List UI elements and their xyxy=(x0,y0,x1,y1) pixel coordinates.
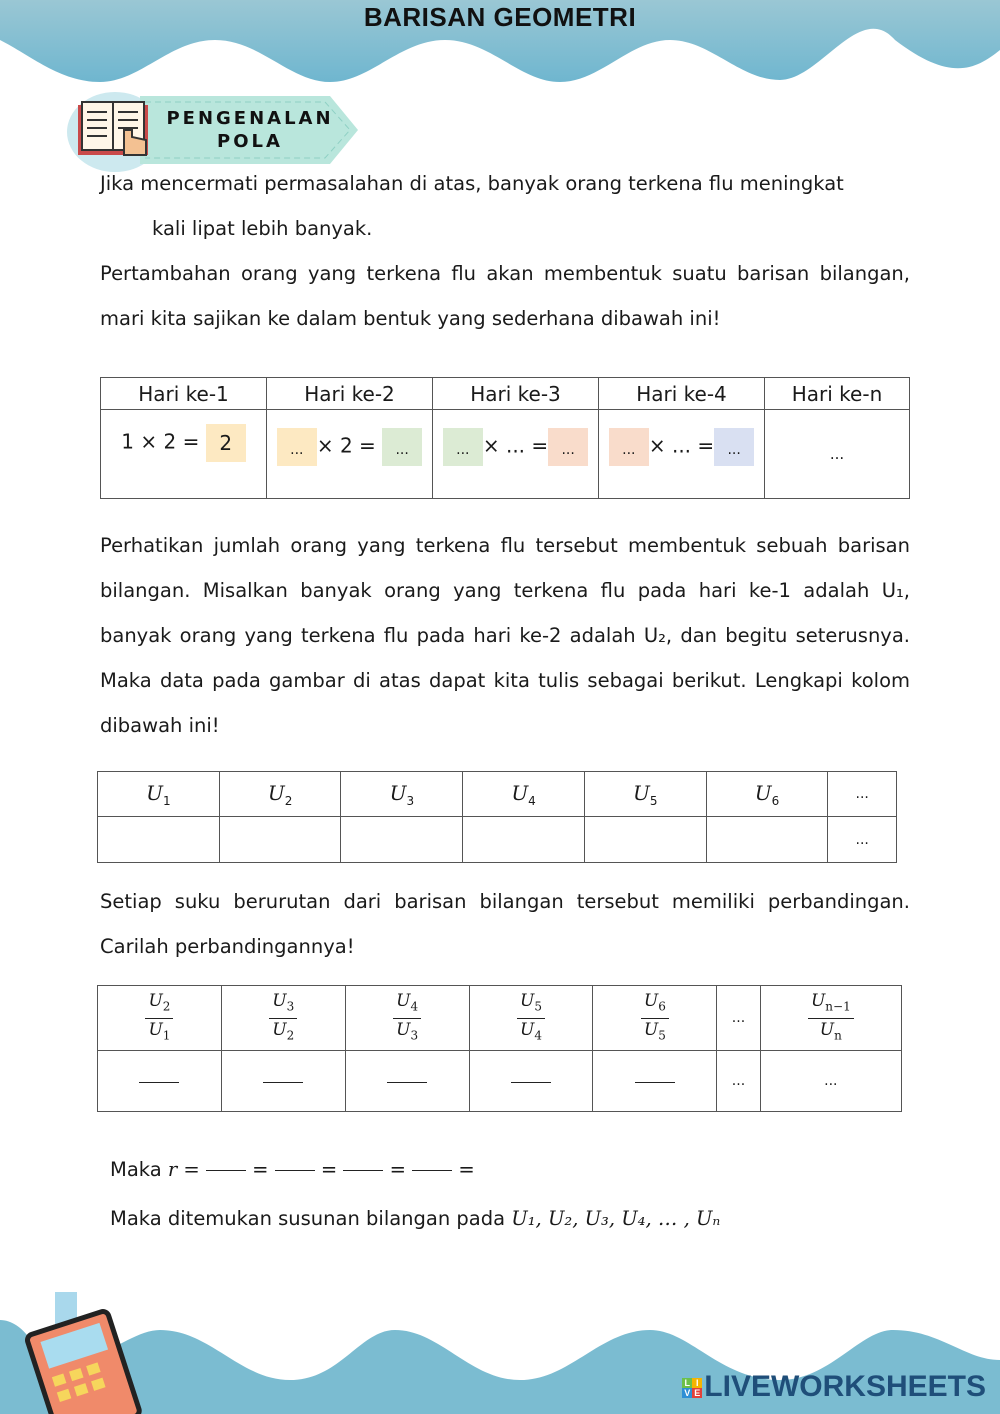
term-input-cell[interactable] xyxy=(463,817,585,863)
ratio-header: $\frac{U_2}{U_1}$ xyxy=(98,986,222,1051)
term-input-cell[interactable] xyxy=(98,817,220,863)
ratio-input-cell[interactable] xyxy=(98,1051,222,1112)
input-box[interactable]: ... xyxy=(443,428,483,466)
header-day-3: Hari ke-3 xyxy=(433,378,599,410)
days-table xyxy=(100,377,910,499)
day-3-cell xyxy=(433,410,599,499)
page-title: BARISAN GEOMETRI xyxy=(363,2,637,32)
blank[interactable] xyxy=(206,1170,246,1171)
sequence: U₁, U₂, U₃, U₄, … , Uₙ xyxy=(511,1207,721,1230)
ratio-table xyxy=(97,985,902,1112)
term-header: $U_2$ xyxy=(219,772,341,817)
operator: × 2 = xyxy=(316,433,376,458)
header-day-2: Hari ke-2 xyxy=(267,378,433,410)
input-box[interactable]: ... xyxy=(277,428,317,466)
intro-line-2: kali lipat lebih banyak. xyxy=(152,217,373,240)
eq: = xyxy=(389,1158,406,1181)
term-header: $U_3$ xyxy=(341,772,463,817)
ratio-ellipsis: ... xyxy=(717,1051,760,1112)
operator: × ... = xyxy=(482,433,549,458)
header-day-1: Hari ke-1 xyxy=(101,378,267,410)
input-box[interactable]: ... xyxy=(609,428,649,466)
label: Maka ditemukan susunan bilangan pada xyxy=(110,1207,506,1230)
day-2-cell xyxy=(267,410,433,499)
ratio-conclusion xyxy=(110,1158,475,1181)
live-badge-icon: L I V E xyxy=(684,1378,701,1399)
expression: 1 × 2 = xyxy=(121,429,200,454)
term-ellipsis: ... xyxy=(828,817,897,863)
term-input-cell[interactable] xyxy=(341,817,463,863)
blank[interactable] xyxy=(412,1170,452,1171)
ratio-input-cell[interactable] xyxy=(345,1051,469,1112)
eq: = xyxy=(252,1158,269,1181)
ratio-header: $\frac{U_4}{U_3}$ xyxy=(345,986,469,1051)
ratio-input-cell[interactable] xyxy=(469,1051,593,1112)
input-box[interactable]: ... xyxy=(382,428,422,466)
term-input-cell[interactable] xyxy=(219,817,341,863)
term-input-cell[interactable] xyxy=(584,817,706,863)
ratio-input-cell[interactable] xyxy=(221,1051,345,1112)
day-1-cell xyxy=(101,410,267,499)
input-box[interactable]: ... xyxy=(714,428,754,466)
day-4-cell xyxy=(599,410,765,499)
ratio-header-ellipsis: ... xyxy=(717,986,760,1051)
blank[interactable] xyxy=(343,1170,383,1171)
answer-box: 2 xyxy=(206,424,246,462)
paragraph-sequence: Perhatikan jumlah orang yang terkena flu tersebut membentuk sebuah barisan bilangan. Misalkan banyak orang yang terkena flu pada hari ke-1 adalah U₁, banyak orang yang terkena flu pada hari ke-2 adalah U₂, dan begitu seterusnya. Maka data pada gambar di atas dapat kita tulis sebagai berikut. Lengkapi kolom dibawah ini! xyxy=(100,534,910,737)
header-day-n: Hari ke-n xyxy=(765,378,910,410)
term-header-ellipsis: ... xyxy=(828,772,897,817)
r-symbol: r = xyxy=(167,1158,200,1181)
intro-paragraph-2: Pertambahan orang yang terkena flu akan membentuk suatu barisan bilangan, mari kita sajikan ke dalam bentuk yang sederhana dibawah ini! xyxy=(100,262,910,330)
term-header: $U_6$ xyxy=(706,772,828,817)
ratio-header: $\frac{U_6}{U_5}$ xyxy=(593,986,717,1051)
term-input-cell[interactable] xyxy=(706,817,828,863)
term-header: $U_4$ xyxy=(463,772,585,817)
term-header: $U_1$ xyxy=(98,772,220,817)
day-n-cell[interactable]: ... xyxy=(765,410,910,499)
eq: = xyxy=(458,1158,475,1181)
ratio-header-last: $\frac{U_{n-1}}{U_n}$ xyxy=(760,986,901,1051)
ratio-header: $\frac{U_5}{U_4}$ xyxy=(469,986,593,1051)
eq: = xyxy=(320,1158,338,1181)
label: Maka xyxy=(110,1158,162,1181)
blank[interactable] xyxy=(275,1170,315,1171)
paragraph-ratio: Setiap suku berurutan dari barisan bilangan tersebut memiliki perbandingan. Carilah perbandingannya! xyxy=(100,890,910,958)
liveworksheets-logo: L I V E LIVEWORKSHEETS xyxy=(684,1370,986,1403)
intro-line-1: Jika mencermati permasalahan di atas, banyak orang terkena flu meningkat xyxy=(100,172,844,195)
section-label: PENGENALAN POLA xyxy=(166,108,334,152)
operator: × ... = xyxy=(648,433,715,458)
book-icon xyxy=(78,102,148,155)
header-day-4: Hari ke-4 xyxy=(599,378,765,410)
ratio-input-cell[interactable] xyxy=(593,1051,717,1112)
sequence-conclusion xyxy=(110,1207,720,1230)
term-header: $U_5$ xyxy=(584,772,706,817)
input-box[interactable]: ... xyxy=(548,428,588,466)
terms-table xyxy=(97,771,897,863)
ratio-header: $\frac{U_3}{U_2}$ xyxy=(221,986,345,1051)
ratio-ellipsis: ... xyxy=(760,1051,901,1112)
